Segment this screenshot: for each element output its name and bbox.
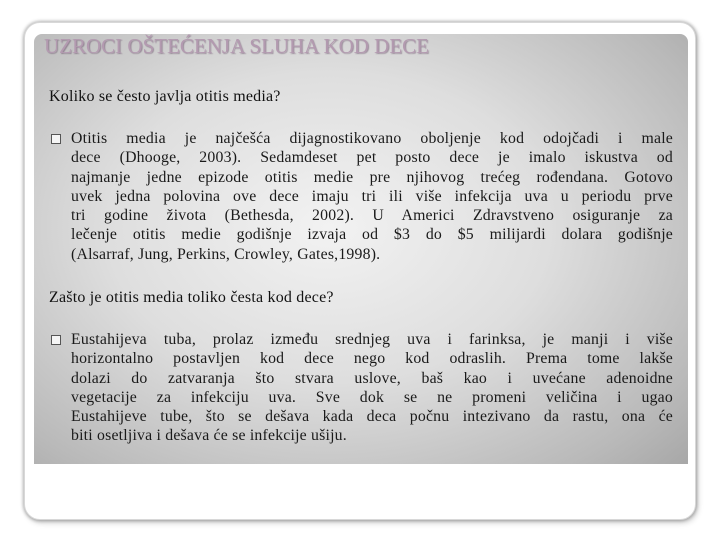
paragraph-line: dece (Dhooge, 2003). Sedamdeset pet posto dece je imalo iskustva od bbox=[71, 149, 673, 167]
square-bullet-icon bbox=[51, 134, 61, 144]
paragraph-line: Eustahijeve tube, što se dešava kada deca počnu intezivano da rastu, ona će bbox=[71, 408, 673, 426]
paragraph-line: dolazi do zatvaranja što stvara uslove, baš kao i uvećane adenoidne bbox=[71, 369, 673, 387]
slide-title: UZROCI OŠTEĆENJA SLUHA KOD DECE bbox=[44, 34, 430, 58]
question-heading-1: Koliko se često javlja otitis media? bbox=[49, 88, 281, 105]
paragraph-1 bbox=[71, 129, 673, 264]
paragraph-line: biti osetljiva i dešava će se infekcije ušiju. bbox=[71, 427, 347, 445]
paragraph-line: Eustahijeva tuba, prolaz između srednjeg uva i farinksa, je manji i više bbox=[71, 331, 673, 348]
square-bullet-icon bbox=[51, 335, 61, 345]
paragraph-line: tri godine života (Bethesda, 2002). U Americi Zdravstveno osiguranje za bbox=[71, 207, 673, 225]
paragraph-line: (Alsarraf, Jung, Perkins, Crowley, Gates,1998). bbox=[71, 245, 381, 263]
paragraph-line: uvek jedna polovina ove dece imaju tri ili više infekcija uva u periodu prve bbox=[71, 187, 673, 205]
paragraph-line: najmanje jedne epizode otitis medie pre njihovog trećeg rođendana. Gotovo bbox=[71, 168, 673, 186]
paragraph-line: lečenje otitis medie godišnje izvaja od $3 do $5 milijardi dolara godišnje bbox=[71, 226, 673, 244]
paragraph-line: Otitis media je najčešća dijagnostikovano oboljenje kod odojčadi i male bbox=[71, 130, 673, 147]
paragraph-line: vegetacije za infekciju uva. Sve dok se ne promeni veličina i ugao bbox=[71, 388, 673, 406]
paragraph-line: horizontalno postavljen kod dece nego kod odraslih. Prema tome lakše bbox=[71, 350, 673, 368]
question-heading-2: Zašto je otitis media toliko česta kod dece? bbox=[49, 289, 334, 306]
paragraph-2 bbox=[71, 330, 673, 446]
